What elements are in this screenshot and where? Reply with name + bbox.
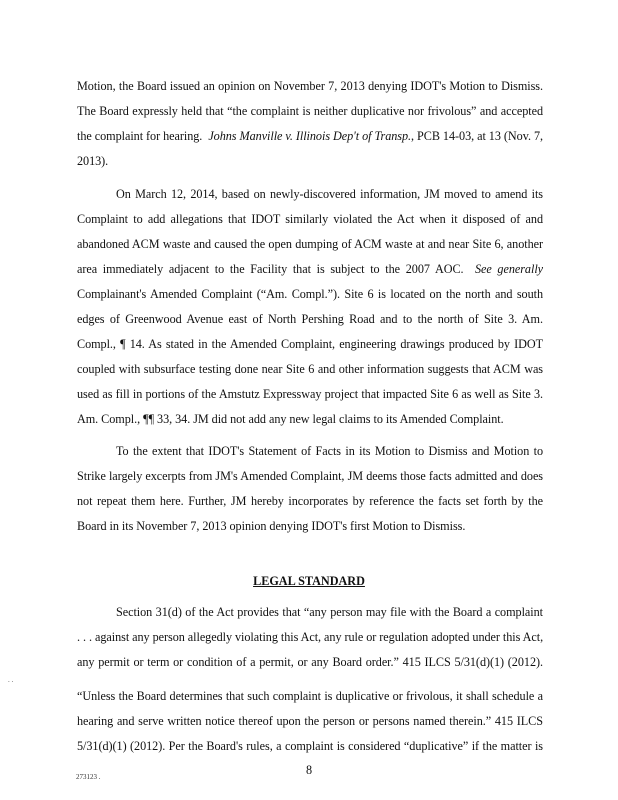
paragraph-4-line-2: . . . against any person allegedly violating this Act, any rule or regulation adopted under this Act,	[77, 630, 544, 644]
document-id: 273123 .	[76, 773, 101, 781]
paragraph-2-line-10: Am. Compl., ¶¶ 33, 34. JM did not add any new legal claims to its Amended Complaint.	[77, 412, 504, 426]
paragraph-2-line-9: used as fill in portions of the Amstutz Expressway project that impacted Site 6 as well as Site 3.	[77, 387, 543, 401]
paragraph-2-line-5: Complainant's Amended Complaint (“Am. Compl.”). Site 6 is located on the north and south	[77, 287, 543, 301]
paragraph-2-line-6: edges of Greenwood Avenue east of North Pershing Road and to the north of Site 3. Am.	[77, 312, 543, 326]
paragraph-2-line-4	[77, 261, 543, 277]
case-citation: Johns Manville v. Illinois Dep't of Transp.	[208, 129, 412, 143]
paragraph-4-line-6: 5/31(d)(1) (2012). Per the Board's rules, a complaint is considered “duplicative” if the matter is	[77, 739, 543, 753]
paragraph-4-line-3: any permit or term or condition of a permit, or any Board order.” 415 ILCS 5/31(d)(1) (2012).	[77, 655, 543, 669]
paragraph-2-line-2: Complaint to add allegations that IDOT similarly violated the Act when it disposed of and	[77, 212, 543, 226]
paragraph-2-line-3: abandoned ACM waste and caused the open dumping of ACM waste at and near Site 6, another	[77, 237, 543, 251]
section-heading: LEGAL STANDARD	[253, 574, 365, 588]
paragraph-3-line-2: Strike largely excerpts from JM's Amended Complaint, JM deems those facts admitted and does	[77, 469, 543, 483]
paragraph-3-line-1: To the extent that IDOT's Statement of Facts in its Motion to Dismiss and Motion to	[116, 444, 543, 458]
page-number: 8	[305, 763, 313, 777]
citation-signal: See generally	[474, 262, 544, 276]
margin-mark: . .	[8, 676, 14, 684]
text-fragment: area immediately adjacent to the Facility that is subject to the 2007 AOC.	[77, 262, 464, 276]
paragraph-3-line-4: Board in its November 7, 2013 opinion denying IDOT's first Motion to Dismiss.	[77, 519, 466, 533]
paragraph-1-line-2: The Board expressly held that “the complaint is neither duplicative nor frivolous” and accepted	[77, 104, 543, 118]
paragraph-1-line-3	[77, 128, 543, 144]
paragraph-3-line-3: not repeat them here. Further, JM hereby incorporates by reference the facts set forth by the	[77, 494, 543, 508]
text-fragment: the complaint for hearing.	[77, 129, 203, 143]
paragraph-1-line-4: 2013).	[77, 154, 109, 168]
paragraph-2-line-8: coupled with subsurface testing done near Site 6 and other information suggests that ACM was	[77, 362, 543, 376]
paragraph-1-line-1: Motion, the Board issued an opinion on November 7, 2013 denying IDOT's Motion to Dismiss.	[77, 79, 543, 93]
paragraph-4-line-4: “Unless the Board determines that such complaint is duplicative or frivolous, it shall schedule a	[77, 689, 543, 703]
paragraph-4-line-5: hearing and serve written notice thereof upon the person or persons named therein.” 415 ILCS	[77, 714, 543, 728]
paragraph-4-line-1: Section 31(d) of the Act provides that “any person may file with the Board a complaint	[116, 605, 543, 619]
paragraph-2-line-1: On March 12, 2014, based on newly-discovered information, JM moved to amend its	[116, 187, 543, 201]
paragraph-2-line-7: Compl., ¶ 14. As stated in the Amended Complaint, engineering drawings produced by IDOT	[77, 337, 543, 351]
text-fragment: , PCB 14-03, at 13 (Nov. 7,	[411, 129, 543, 143]
